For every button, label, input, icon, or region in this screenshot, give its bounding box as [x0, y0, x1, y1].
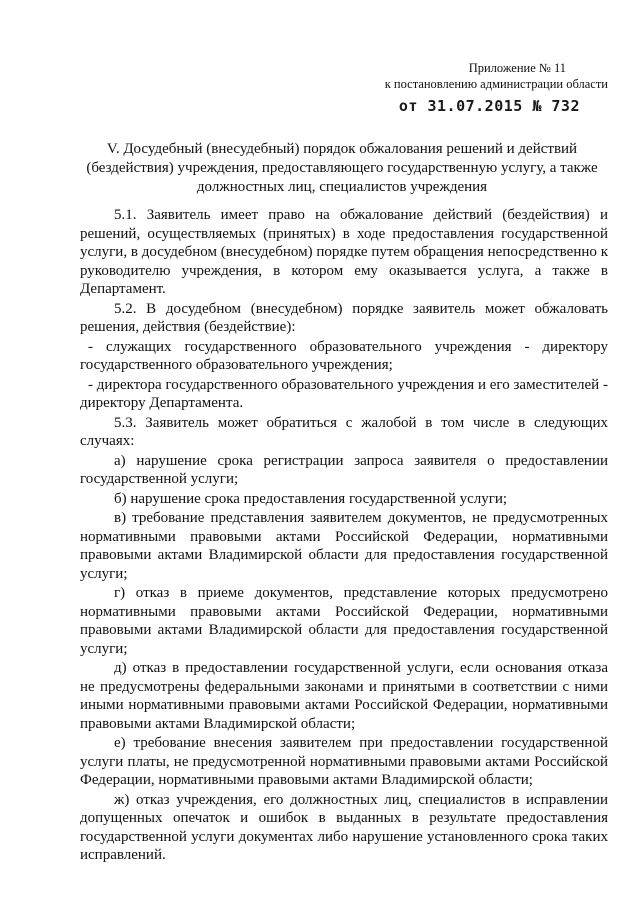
appendix-header — [368, 60, 608, 114]
paragraph-5-1: 5.1. Заявитель имеет право на обжалование действий (бездействия) и решений, осуществляемых (принятых) в ходе предоставления государственной услуги, в досудебном (внесудебном) порядке путем обращения непосредственно к руководителю учреждения, в котором ему оказывается услуга, а также в Департамент. — [80, 207, 608, 297]
list-item-zh: ж) отказ учреждения, его должностных лиц, специалистов в исправлении допущенных опечаток и ошибок в выданных в результате предоставления государственной услуги документах либо нарушение установленного срока таких исправлений. — [80, 791, 608, 863]
list-item-v: в) требование представления заявителем документов, не предусмотренных нормативными правовыми актами Российской Федерации, нормативными правовыми актами Владимирской области для предоставления государственной услуги; — [80, 510, 608, 582]
document-body — [80, 206, 608, 866]
appendix-number: Приложение № 11 — [468, 61, 566, 75]
section-title: V. Досудебный (внесудебный) порядок обжалования решений и действий (бездействия) учреждения, предоставляющего государственную услугу, а также должностных лиц, специалистов учреждения — [86, 141, 598, 195]
list-item-e: е) требование внесения заявителем при предоставлении государственной услуги платы, не предусмотренной нормативными правовыми актами Российской Федерации, нормативными правовыми актами Владимирской области; — [80, 735, 608, 788]
list-item-b: б) нарушение срока предоставления государственной услуги; — [114, 490, 508, 507]
list-item-employees: - служащих государственного образовательного учреждения - директору государственного образовательного учреждения; — [80, 338, 608, 373]
list-item-g: г) отказ в приеме документов, представление которых предусмотрено нормативными правовыми актами Российской Федерации, нормативными правовыми актами Владимирской области для предоставления государственной услуги; — [80, 585, 608, 657]
paragraph-5-2: 5.2. В досудебном (внесудебном) порядке заявитель может обжаловать решения, действия (бездействие): — [80, 300, 608, 335]
date-stamp: от 31.07.2015 № 732 — [398, 97, 580, 115]
resolution-reference: к постановлению администрации области — [384, 77, 608, 91]
list-item-d: д) отказ в предоставлении государственной услуги, если основания отказа не предусмотрены федеральными законами и принятыми в соответствии с ними иными нормативными правовыми актами Российской Федерации, нормативными правовыми актами Владимирской области; — [80, 660, 608, 732]
paragraph-5-3: 5.3. Заявитель может обратиться с жалобой в том числе в следующих случаях: — [80, 414, 608, 449]
list-item-director: - директора государственного образовательного учреждения и его заместителей - директору Департамента. — [80, 376, 608, 411]
list-item-a: а) нарушение срока регистрации запроса заявителя о предоставлении государственной услуги; — [80, 452, 608, 487]
